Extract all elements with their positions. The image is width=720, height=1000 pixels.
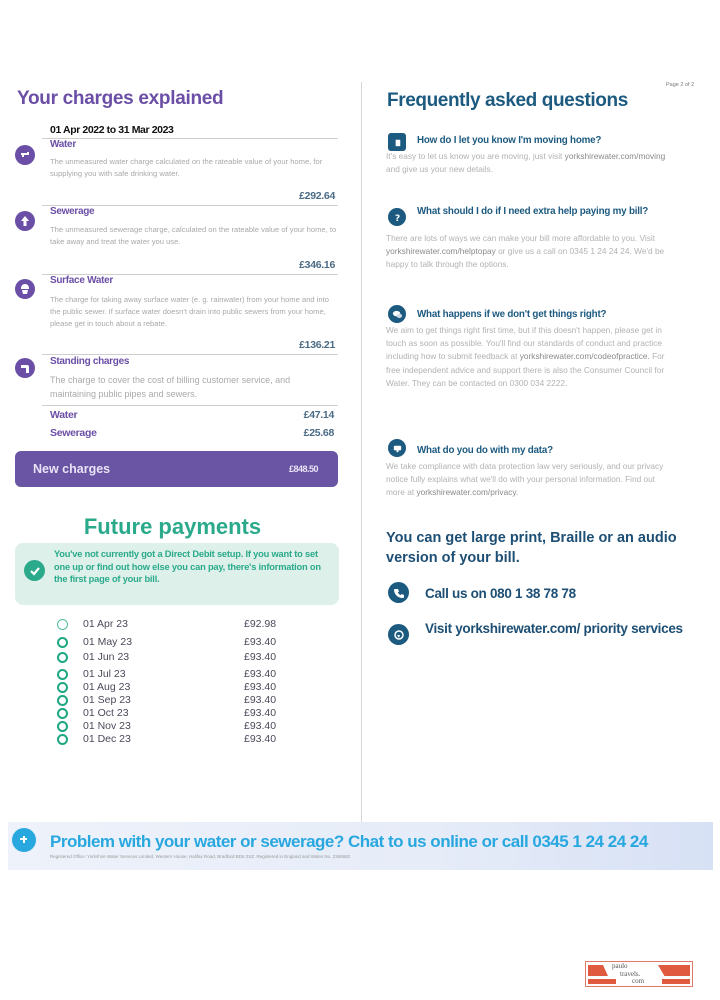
- payment-row: [57, 733, 297, 746]
- pipe-icon: [15, 358, 35, 378]
- charge-desc-sewerage: The unmeasured sewerage charge, calculated on the rateable value of your home, to take away and treat the water you use.: [50, 225, 337, 246]
- payment-amount: £93.40: [244, 720, 277, 732]
- payment-date: 01 May 23: [83, 636, 133, 648]
- helptopay-link[interactable]: yorkshirewater.com/helptopay: [386, 246, 496, 257]
- charge-name-surface-water: Surface Water: [50, 275, 113, 286]
- charge-name-sewerage: Sewerage: [50, 206, 95, 217]
- privacy-link[interactable]: yorkshirewater.com/privacy.: [416, 487, 519, 498]
- ring-icon: [57, 652, 68, 663]
- divider: [42, 405, 338, 406]
- divider: [42, 354, 338, 355]
- payment-amount: £93.40: [244, 707, 277, 719]
- payment-row: [57, 681, 297, 694]
- registered-office-text: Registered Office: Yorkshire Water Services Limited, Western House, Halifax Road, Bradford BD6 2SZ. Registered in England and Wales No. 2366682: [50, 854, 351, 859]
- phone-icon: [388, 582, 409, 603]
- payment-row: [57, 668, 297, 681]
- house-move-icon: [388, 133, 406, 151]
- answer-text: or give us a call on 0345 1 24 24 24. We'd be happy to talk through the options.: [386, 246, 665, 270]
- answer-text: There are lots of ways we can make your bill more affordable to you. Visit: [386, 233, 656, 243]
- payment-row: [57, 618, 297, 631]
- future-payments-title: Future payments: [83, 514, 262, 539]
- charge-name-water: Water: [50, 139, 76, 150]
- payment-date: 01 Nov 23: [83, 720, 131, 732]
- tap-icon: [12, 828, 36, 852]
- payment-row: [57, 707, 297, 720]
- standing-row-sewerage: [50, 427, 334, 439]
- total-label: New charges: [33, 462, 111, 476]
- payment-row: [57, 651, 297, 664]
- globe-icon: [388, 624, 409, 645]
- answer-text: We aim to get things right first time, but if this doesn't happen, please get in touch as soon as possible. You'll find our standards of conduct and practice including how to submit feedback at: [386, 325, 663, 362]
- payment-row: [57, 636, 297, 649]
- ring-icon: [57, 682, 68, 693]
- page-number: Page 2 of 2: [666, 82, 695, 88]
- answer-text: It's easy to let us know you are moving, just visit: [386, 151, 565, 161]
- moving-link[interactable]: yorkshirewater.com/moving: [564, 151, 666, 161]
- payment-date: 01 Dec 23: [83, 733, 131, 745]
- ring-icon: [57, 721, 68, 732]
- priority-services-link[interactable]: Visit yorkshirewater.com/ priority services: [425, 621, 683, 636]
- rain-cloud-icon: [15, 279, 35, 299]
- direct-debit-text: You've not currently got a Direct Debit setup. If you want to set one up or find out how else you can pay, there's information on the first page of your bill.: [54, 549, 321, 584]
- divider: [42, 138, 338, 139]
- answer-text: and give us your new details.: [386, 164, 494, 175]
- banner-headline: Problem with your water or sewerage? Chat to us online or call 0345 1 24 24 24: [50, 832, 648, 851]
- ring-icon: [57, 695, 68, 706]
- charge-desc-water: The unmeasured water charge calculated on the rateable value of your home, for supplying you with safe drinking water.: [50, 157, 323, 178]
- call-us-text: Call us on 080 1 38 78 78: [425, 586, 576, 601]
- contact-banner: [8, 822, 713, 870]
- standing-label: Sewerage: [50, 427, 97, 439]
- column-divider: [361, 82, 362, 822]
- answer-text: We take compliance with data protection law very seriously, and our privacy notice fully explains what we'll do with your personal information. Find out more at: [386, 461, 664, 498]
- charge-amount-water: £292.64: [299, 190, 335, 202]
- payment-row: [57, 694, 297, 707]
- standing-label: Water: [50, 409, 78, 421]
- ring-icon: [57, 669, 68, 680]
- payment-amount: £93.40: [244, 694, 277, 706]
- standing-amount: £47.14: [303, 409, 334, 421]
- charge-name-standing: Standing charges: [50, 356, 130, 367]
- new-charges-total: [15, 451, 338, 487]
- accessibility-heading: You can get large print, Braille or an audio version of your bill.: [386, 530, 677, 566]
- charge-desc-standing: The charge to cover the cost of billing customer service, and maintaining public pipes and sewers.: [50, 375, 291, 399]
- watermark-text: [612, 963, 662, 986]
- watermark-logo: [585, 961, 693, 987]
- direct-debit-notice: [15, 543, 339, 605]
- answer-text: For free independent advice and support there is also the Consumer Council for Water. They can be contacted on 0300 034 2222.: [386, 351, 665, 388]
- payment-amount: £93.40: [244, 681, 277, 693]
- payment-date: 01 Oct 23: [83, 707, 129, 719]
- standing-amount: £25.68: [303, 427, 334, 439]
- ring-icon: [57, 708, 68, 719]
- ring-icon: [57, 734, 68, 745]
- faq-question: How do I let you know I'm moving home?: [417, 135, 602, 146]
- tap-icon: [15, 145, 35, 165]
- payment-date: 01 Jun 23: [83, 651, 130, 663]
- faq-answer: [386, 324, 676, 390]
- codeofpractice-link[interactable]: yorkshirewater.com/codeofpractice.: [519, 351, 650, 362]
- payment-amount: £93.40: [244, 636, 277, 648]
- faq-question: What do you do with my data?: [417, 445, 553, 456]
- ring-icon: [57, 619, 68, 630]
- payment-row: [57, 720, 297, 733]
- faq-answer: [386, 232, 676, 272]
- ring-icon: [57, 637, 68, 648]
- charge-amount-sewerage: £346.16: [299, 259, 335, 271]
- billing-period: 01 Apr 2022 to 31 Mar 2023: [50, 124, 174, 136]
- question-mark-icon: [388, 208, 406, 226]
- watermark-line: com: [632, 977, 645, 985]
- watermark-line: paulo: [612, 962, 628, 970]
- watermark-line: travels.: [620, 969, 641, 978]
- payment-date: 01 Sep 23: [83, 694, 131, 706]
- checkmark-icon: [24, 560, 45, 581]
- payment-date: 01 Jul 23: [83, 668, 126, 680]
- svg-text:?: ?: [394, 212, 400, 223]
- payment-amount: £92.98: [244, 618, 277, 630]
- payment-amount: £93.40: [244, 733, 277, 745]
- faq-question: What should I do if I need extra help paying my bill?: [417, 206, 649, 217]
- faq-title: Frequently asked questions: [387, 90, 628, 111]
- faq-answer: [386, 460, 676, 500]
- standing-row-water: [50, 409, 334, 421]
- faq-question: What happens if we don't get things right?: [417, 309, 607, 320]
- payment-amount: £93.40: [244, 668, 277, 680]
- data-screen-icon: [388, 439, 406, 457]
- sewer-arrow-icon: [15, 211, 35, 231]
- total-amount: £848.50: [288, 464, 318, 474]
- payment-date: 01 Apr 23: [83, 618, 128, 630]
- charge-amount-surface-water: £136.21: [299, 339, 335, 351]
- payment-amount: £93.40: [244, 651, 277, 663]
- faq-answer: [386, 150, 676, 176]
- payment-date: 01 Aug 23: [83, 681, 131, 693]
- chat-bubbles-icon: [388, 305, 406, 323]
- charge-desc-surface-water: The charge for taking away surface water (e. g. rainwater) from your home and into the public sewer. If surface water doesn't drain into public sewers from your home, please get in touch about a rebate.: [50, 295, 329, 328]
- charges-title: Your charges explained: [17, 88, 224, 109]
